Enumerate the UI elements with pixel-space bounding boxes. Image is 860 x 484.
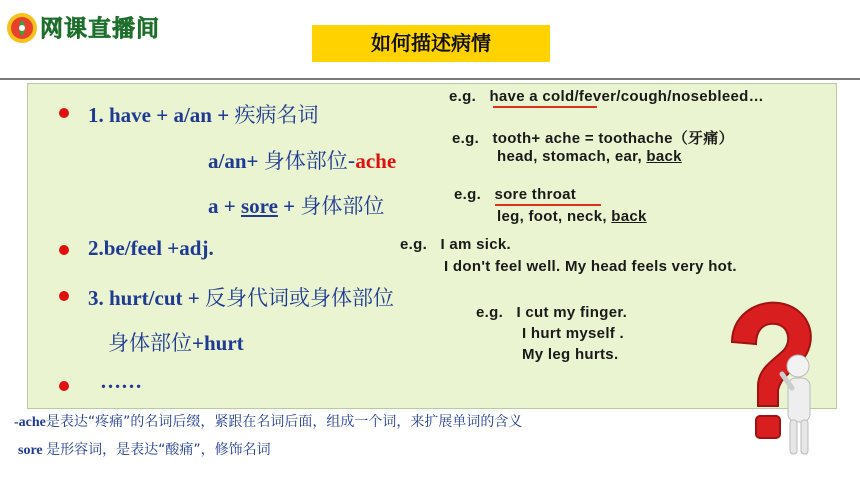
bullet-icon xyxy=(59,108,69,118)
bullet-icon xyxy=(59,291,69,301)
example-cut-finger: e.g. I cut my finger. xyxy=(476,304,628,321)
note-sore: sore 是形容词，是表达“酸痛”，修饰名词 xyxy=(18,442,271,458)
rule-1: 1. have + a/an + 疾病名词 xyxy=(88,103,319,127)
logo-text: 网课直播间 xyxy=(40,16,160,42)
header-divider xyxy=(0,78,860,80)
page-title: 如何描述病情 xyxy=(371,31,491,55)
title-banner xyxy=(312,25,550,62)
rule-3-hurt: 身体部位+hurt xyxy=(108,331,244,355)
sun-emblem-icon xyxy=(6,12,38,44)
underline-mark xyxy=(493,106,597,108)
underline-mark xyxy=(495,204,601,206)
rule-3: 3. hurt/cut + 反身代词或身体部位 xyxy=(88,286,394,310)
example-toothache: e.g. tooth+ ache = toothache（牙痛） xyxy=(452,130,734,147)
example-sick: e.g. I am sick. xyxy=(400,236,511,253)
rule-ellipsis: …… xyxy=(100,369,142,393)
example-sore-throat: e.g. sore throat xyxy=(454,186,577,203)
rule-2: 2.be/feel +adj. xyxy=(88,236,214,260)
example-have-a-cold: e.g. have a cold/fever/cough/nosebleed… xyxy=(449,88,764,105)
note-ache: -ache是表达“疼痛”的名词后缀，紧跟在名词后面，组成一个词，来扩展单词的含义 xyxy=(14,414,523,430)
logo xyxy=(6,8,178,48)
bullet-icon xyxy=(59,381,69,391)
question-mark-figure-icon xyxy=(718,298,830,468)
example-leg-hurts: My leg hurts. xyxy=(522,346,619,363)
example-toothache-parts: head, stomach, ear, back xyxy=(497,148,682,165)
example-hurt-myself: I hurt myself . xyxy=(522,325,625,342)
rule-1-sore: a + sore + 身体部位 xyxy=(208,194,385,218)
example-feel-well: I don't feel well. My head feels very hot. xyxy=(444,258,737,275)
bullet-icon xyxy=(59,245,69,255)
example-sore-parts: leg, foot, neck, back xyxy=(497,208,647,225)
rule-1-ache: a/an+ 身体部位-ache xyxy=(208,149,397,173)
